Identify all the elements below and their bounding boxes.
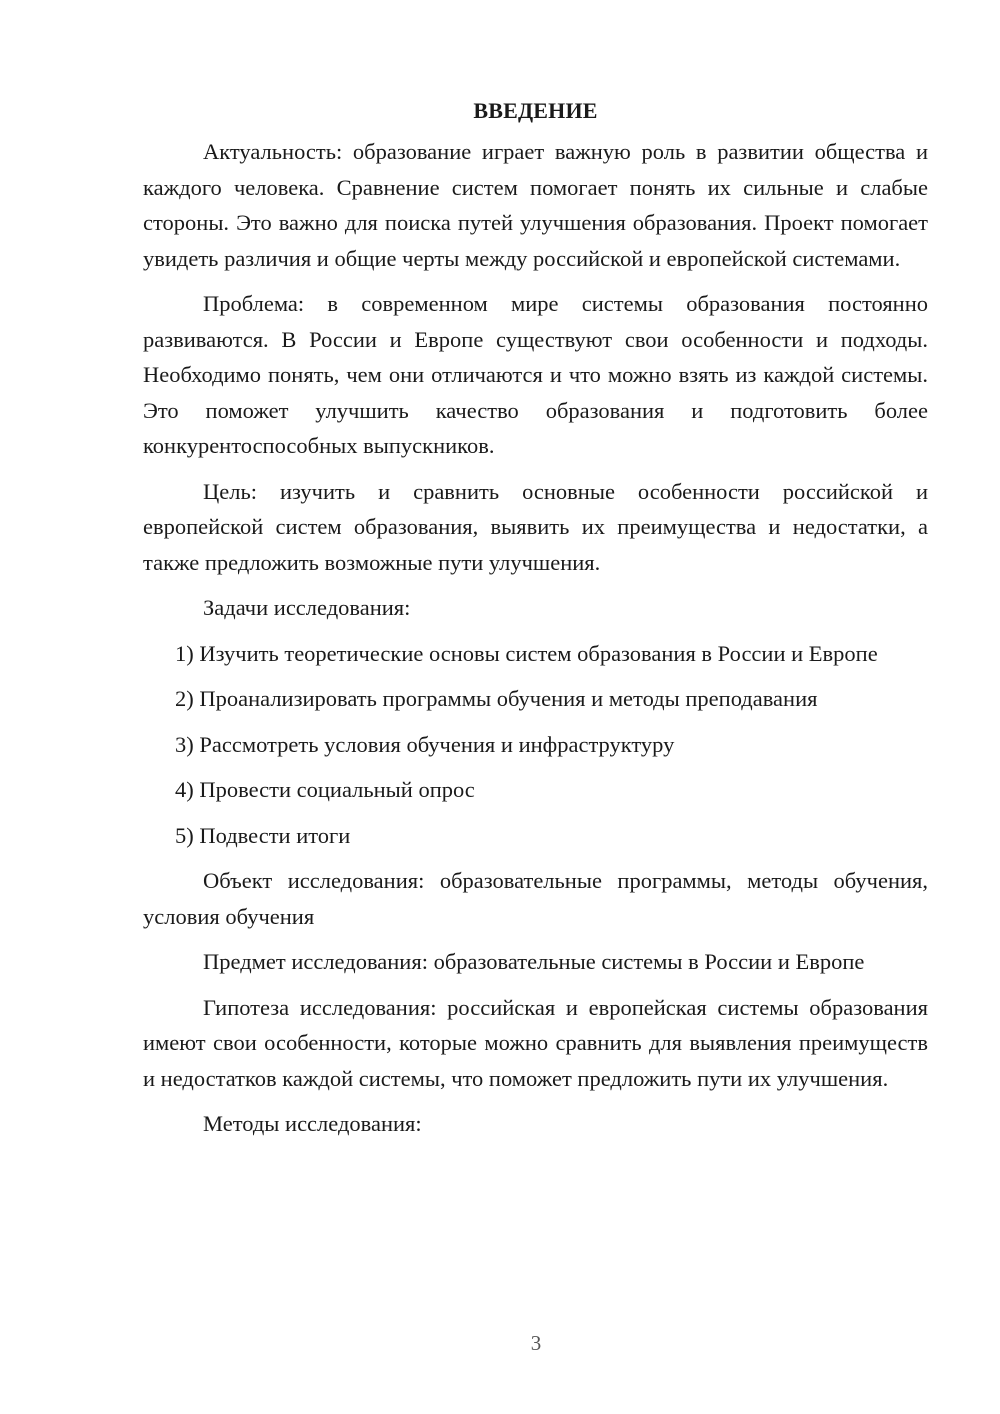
relevance-paragraph: Актуальность: образование играет важную роль в развитии общества и каждого человека. Сравнение систем помогает понять их сильные и слабые стороны. Это важно для поиска путей улучшения образования. Проект помогает увидеть различия и общие черты между российской и европейской системами. <box>143 139 928 271</box>
task-item-1: 1) Изучить теоретические основы систем образования в России и Европе <box>175 640 878 666</box>
problem-paragraph: Проблема: в современном мире системы образования постоянно развиваются. В России и Европе существуют свои особенности и подходы. Необходимо понять, чем они отличаются и что можно взять из каждой системы. Это поможет улучшить качество образования и подготовить более конкурентоспособных выпускников. <box>143 291 928 458</box>
task-item-3: 3) Рассмотреть условия обучения и инфраструктуру <box>175 731 675 757</box>
hypothesis-paragraph: Гипотеза исследования: российская и европейская системы образования имеют свои особенности, которые можно сравнить для выявления преимуществ и недостатков каждой системы, что поможет предложить пути их улучшения. <box>143 994 928 1091</box>
page-number: 3 <box>530 1331 542 1355</box>
object-paragraph: Объект исследования: образовательные программы, методы обучения, условия обучения <box>143 868 928 929</box>
task-item-2: 2) Проанализировать программы обучения и методы преподавания <box>175 686 818 711</box>
task-item-4: 4) Провести социальный опрос <box>175 777 475 802</box>
tasks-heading: Задачи исследования: <box>203 595 411 620</box>
page-content <box>143 93 928 1152</box>
methods-heading: Методы исследования: <box>203 1111 422 1136</box>
section-title: ВВЕДЕНИЕ <box>473 98 598 123</box>
subject-paragraph: Предмет исследования: образовательные системы в России и Европе <box>203 949 865 974</box>
task-item-5: 5) Подвести итоги <box>175 822 351 848</box>
goal-paragraph: Цель: изучить и сравнить основные особенности российской и европейской систем образования, выявить их преимущества и недостатки, а также предложить возможные пути улучшения. <box>143 478 928 575</box>
